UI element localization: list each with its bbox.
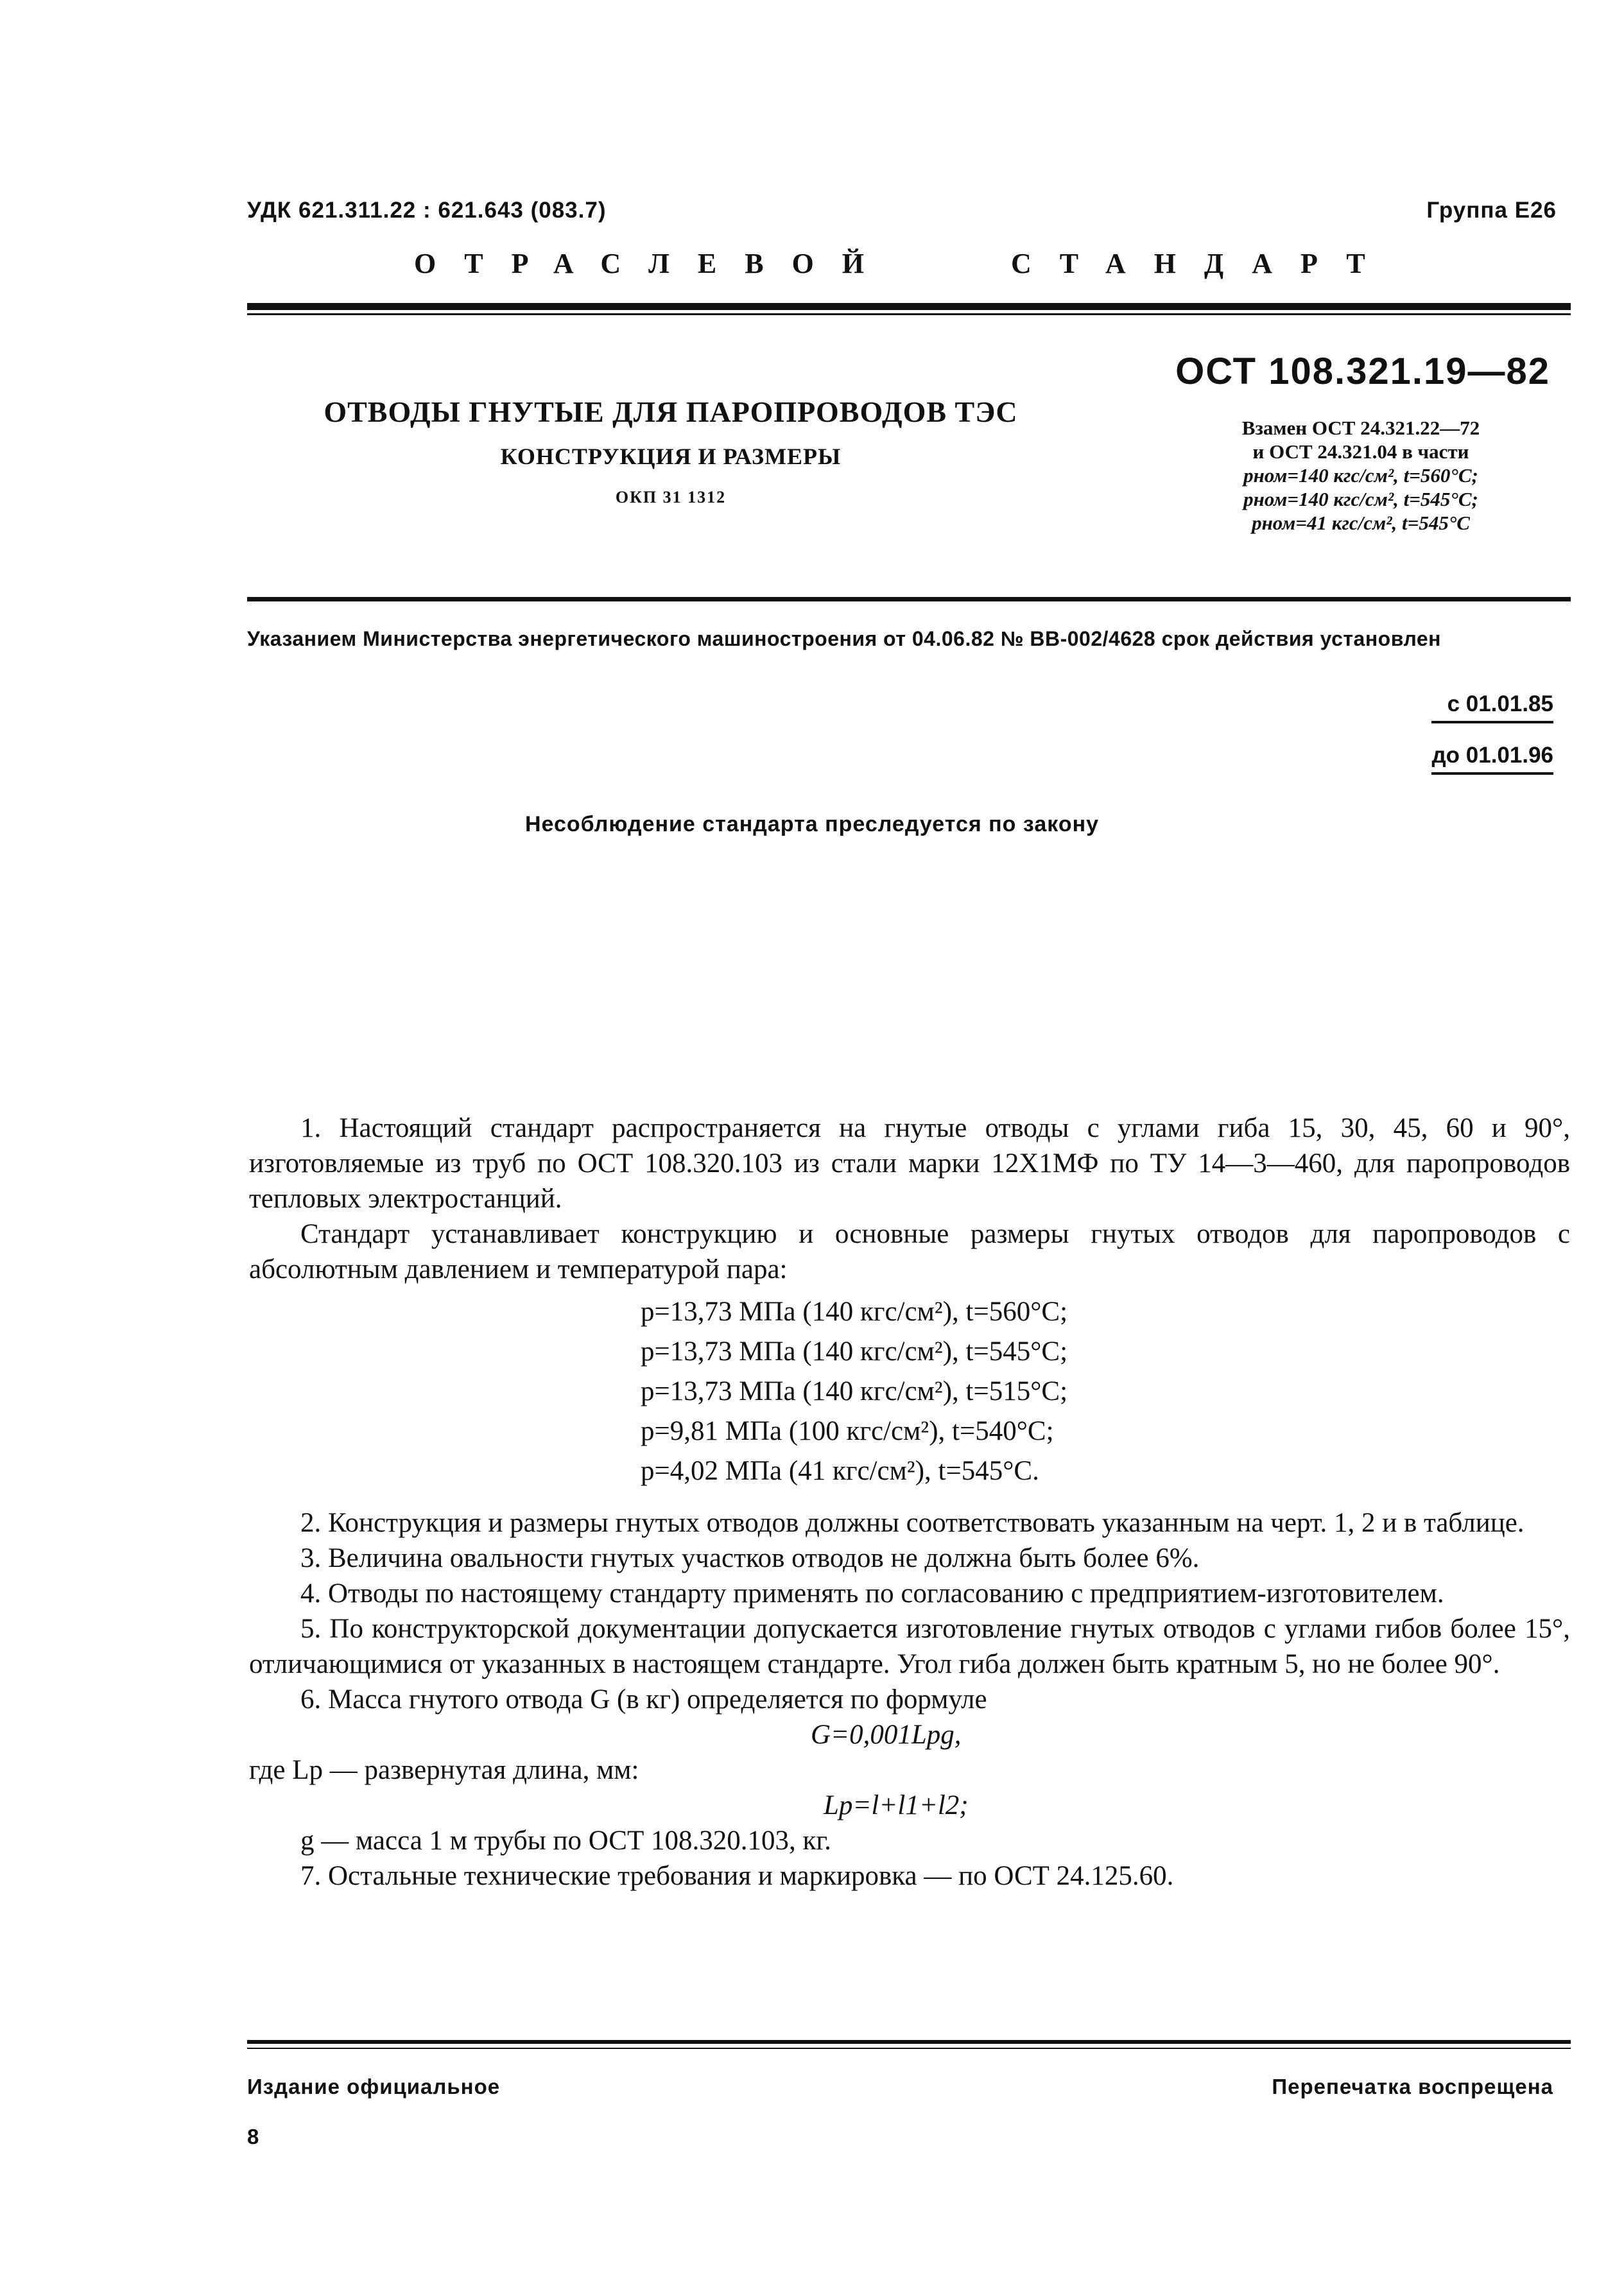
- valid-from: с 01.01.85: [1431, 691, 1553, 723]
- where-lp: где Lp — развернутая длина, мм:: [249, 1755, 639, 1785]
- mass-formula: G=0,001Lpg,: [811, 1720, 962, 1750]
- replaces-line: pном=41 кгс/см², t=545°С: [1252, 512, 1470, 534]
- top-rule-thick: [247, 303, 1571, 310]
- document-title: ОТВОДЫ ГНУТЫЕ ДЛЯ ПАРОПРОВОДОВ ТЭС: [324, 395, 1018, 428]
- replaces-line: и ОСТ 24.321.04 в части: [1252, 440, 1469, 463]
- banner-industry: ОТРАСЛЕВОЙ: [414, 248, 893, 279]
- paragraph-6: 6. Масса гнутого отвода G (в кг) определяется по формуле: [300, 1684, 987, 1715]
- document-subtitle: КОНСТРУКЦИЯ И РАЗМЕРЫ: [500, 444, 842, 469]
- paragraph-3: 3. Величина овальности гнутых участков отводов не должна быть более 6%.: [300, 1543, 1200, 1573]
- edition-label: Издание официальное: [247, 2075, 501, 2098]
- page-number: 8: [247, 2125, 259, 2148]
- reprint-notice: Перепечатка воспрещена: [1272, 2075, 1553, 2098]
- middle-rule: [247, 597, 1571, 601]
- bottom-rule-thick: [247, 2040, 1571, 2044]
- replaces-block: [1149, 416, 1573, 535]
- paragraph-1: 1. Настоящий стандарт распространяется на гнутые отводы с углами гиба 15, 30, 45, 60 и 90°, изготовляемые из труб по ОСТ 108.320.103 из стали марки 12Х1МФ по ТУ 14—3—460, для паропроводов тепловых электростанций.: [249, 1113, 1570, 1214]
- pressure-line: p=13,73 МПа (140 кгс/см²), t=515°С;: [641, 1376, 1068, 1406]
- group-code: Группа Е26: [1426, 198, 1557, 223]
- body-text: [249, 1111, 1570, 1894]
- validity-dates: [1431, 691, 1553, 794]
- pressure-line: p=13,73 МПа (140 кгс/см²), t=545°С;: [641, 1336, 1068, 1367]
- banner-standard: СТАНДАРТ: [1011, 248, 1394, 279]
- paragraph-1b: Стандарт устанавливает конструкцию и основные размеры гнутых отводов для паропроводов с абсолютным давлением и температурой пара:: [249, 1219, 1570, 1284]
- standard-number: ОСТ 108.321.19—82: [1175, 350, 1550, 392]
- paragraph-2: 2. Конструкция и размеры гнутых отводов должны соответствовать указанным на черт. 1, 2 и в таблице.: [300, 1508, 1525, 1538]
- bottom-rule-thin: [247, 2048, 1571, 2049]
- pressure-line: p=9,81 МПа (100 кгс/см²), t=540°С;: [641, 1416, 1054, 1446]
- replaces-line: pном=140 кгс/см², t=545°С;: [1243, 488, 1478, 510]
- decree-text: Указанием Министерства энергетического машиностроения от 04.06.82 № ВВ-002/4628 срок действия установлен: [247, 627, 1441, 650]
- udk-code: УДК 621.311.22 : 621.643 (083.7): [247, 198, 607, 223]
- pressure-list: [249, 1292, 1570, 1491]
- top-rule-thin: [247, 313, 1571, 315]
- valid-to: до 01.01.96: [1431, 743, 1553, 775]
- pressure-line: p=4,02 МПа (41 кгс/см²), t=545°С.: [641, 1456, 1039, 1486]
- paragraph-5: 5. По конструкторской документации допускается изготовление гнутых отводов с углами гибов более 15°, отличающимися от указанных в настоящем стандарте. Угол гиба должен быть кратным 5, но не более 90°.: [249, 1614, 1570, 1679]
- legal-warning: Несоблюдение стандарта преследуется по закону: [524, 812, 1100, 836]
- length-formula: Lp=l+l1+l2;: [824, 1790, 969, 1820]
- pressure-line: p=13,73 МПа (140 кгс/см²), t=560°С;: [641, 1297, 1068, 1327]
- okp-code: ОКП 31 1312: [615, 488, 727, 506]
- paragraph-4: 4. Отводы по настоящему стандарту применять по согласованию с предприятием-изготовителем.: [300, 1578, 1444, 1609]
- paragraph-7: 7. Остальные технические требования и маркировка — по ОСТ 24.125.60.: [300, 1861, 1174, 1891]
- where-g: g — масса 1 м трубы по ОСТ 108.320.103, кг.: [300, 1826, 831, 1856]
- replaces-line: pном=140 кгс/см², t=560°С;: [1243, 464, 1478, 487]
- replaces-line: Взамен ОСТ 24.321.22—72: [1241, 417, 1480, 439]
